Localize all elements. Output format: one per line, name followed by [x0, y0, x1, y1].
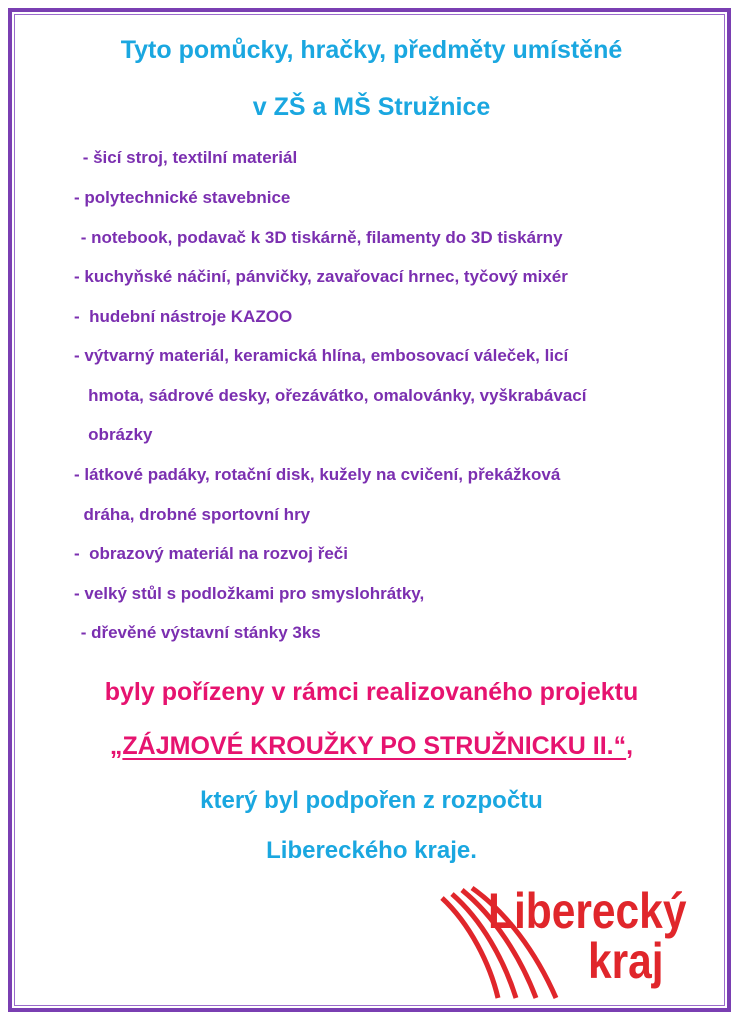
header-line-1: Tyto pomůcky, hračky, předměty umístěné: [120, 36, 623, 64]
logo-text-line-2: kraj: [588, 933, 664, 989]
list-item: - látkové padáky, rotační disk, kužely na cvičení, překážková: [74, 465, 561, 484]
list-item: - kuchyňské náčiní, pánvičky, zavařovací hrnec, tyčový mixér: [74, 267, 568, 286]
list-item: - výtvarný materiál, keramická hlína, embosovací váleček, licí: [74, 346, 569, 365]
liberecky-kraj-logo: [440, 884, 725, 1000]
quote-open: „: [109, 732, 123, 760]
funding-line-1: který byl podpořen z rozpočtu: [200, 787, 543, 814]
list-item: - polytechnické stavebnice: [74, 188, 291, 207]
list-item: - hudební nástroje KAZOO: [74, 307, 293, 326]
list-item: - velký stůl s podložkami pro smyslohrátky,: [74, 584, 425, 603]
logo-text-line-1: Liberecký: [488, 883, 687, 939]
list-item: - dřevěné výstavní stánky 3ks: [76, 623, 321, 642]
header-line-2: v ZŠ a MŠ Stružnice: [252, 93, 491, 121]
list-item: - notebook, podavač k 3D tiskárně, filamenty do 3D tiskárny: [76, 228, 563, 247]
project-intro: byly pořízeny v rámci realizovaného projektu: [104, 678, 639, 706]
list-item: - šicí stroj, textilní materiál: [78, 148, 298, 167]
project-name: ZÁJMOVÉ KROUŽKY PO STRUŽNICKU II.“: [122, 732, 627, 760]
list-item: dráha, drobné sportovní hry: [74, 505, 311, 524]
list-item: - obrazový materiál na rozvoj řeči: [74, 544, 348, 563]
trailing-comma: ,: [626, 732, 634, 760]
list-item: obrázky: [74, 425, 153, 444]
project-name-line: [0, 732, 743, 761]
funding-line-2: Libereckého kraje.: [266, 837, 477, 864]
list-item: hmota, sádrové desky, ořezávátko, omalovánky, vyškrabávací: [74, 386, 587, 405]
